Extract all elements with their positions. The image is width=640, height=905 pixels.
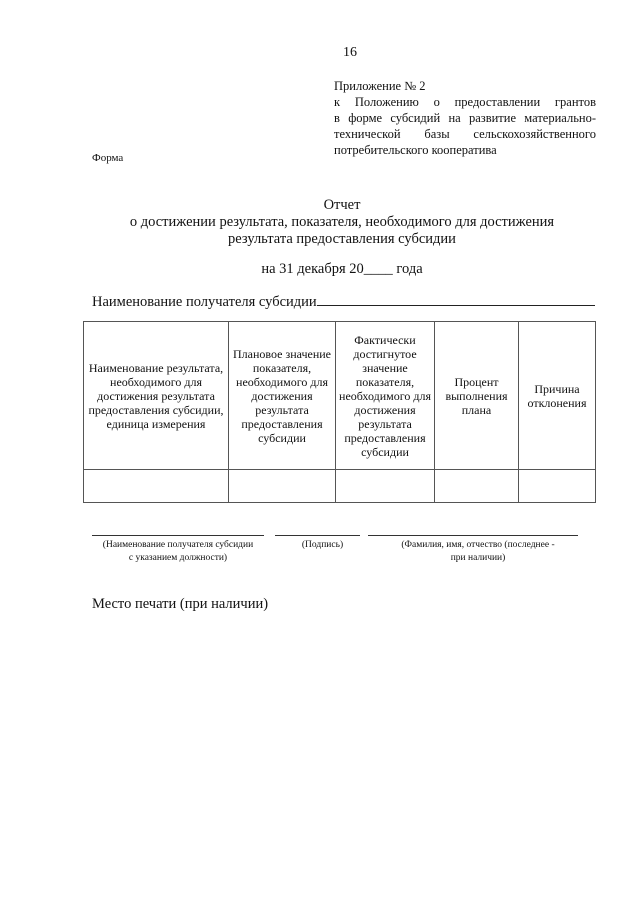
header-result-name: Наименование результата, необходимого для достижения результата предоставления субсидии, единица измерения: [84, 322, 229, 470]
seal-label: Место печати (при наличии): [92, 596, 269, 612]
signature-line[interactable]: [275, 535, 360, 536]
appendix-line-3: технической базы сельскохозяйственного: [334, 127, 596, 141]
recipient-caption-line-1: (Наименование получателя субсидии: [102, 540, 254, 550]
appendix-line-1: к Положению о предоставлении грантов: [334, 95, 596, 109]
page-number: 16: [343, 45, 357, 60]
appendix-block: [334, 78, 596, 158]
recipient-signature-line[interactable]: [92, 535, 264, 536]
table-cell[interactable]: [84, 470, 229, 503]
report-title-line-1: Отчет: [323, 197, 361, 213]
recipient-caption-line-2: с указанием должности): [128, 553, 228, 563]
table-header-row: [84, 322, 596, 470]
table-cell[interactable]: [336, 470, 435, 503]
report-title: [92, 197, 592, 248]
header-deviation-reason: Причина отклонения: [519, 322, 596, 470]
full-name-line[interactable]: [368, 535, 578, 536]
table-cell[interactable]: [435, 470, 519, 503]
header-actual-value: Фактически достигнутое значение показателя, необходимого для достижения результата предоставления субсидии: [336, 322, 435, 470]
signature-caption: (Подпись): [301, 540, 344, 550]
recipient-fill-line[interactable]: [317, 292, 595, 306]
header-plan-percent: Процент выполнения плана: [435, 322, 519, 470]
full-name-caption: [378, 539, 578, 565]
form-label: Форма: [92, 152, 124, 164]
appendix-line-4: потребительского кооператива: [334, 143, 497, 157]
table-cell[interactable]: [229, 470, 336, 503]
recipient-label: Наименование получателя субсидии: [92, 294, 317, 310]
table-cell[interactable]: [519, 470, 596, 503]
report-date: на 31 декабря 20____ года: [261, 261, 423, 277]
table-row: [84, 470, 596, 503]
recipient-row: [92, 292, 595, 311]
report-title-line-2: о достижении результата, показателя, необходимого для достижения: [129, 214, 555, 230]
recipient-caption: [80, 539, 276, 565]
appendix-line-2: в форме субсидий на развитие материально-: [334, 111, 596, 125]
results-table: [83, 321, 596, 503]
header-planned-value: Плановое значение показателя, необходимого для достижения результата предоставления субсидии: [229, 322, 336, 470]
full-name-caption-line-2: при наличии): [450, 553, 506, 563]
appendix-title: Приложение № 2: [334, 79, 426, 93]
report-title-line-3: результата предоставления субсидии: [228, 231, 456, 247]
full-name-caption-line-1: (Фамилия, имя, отчество (последнее -: [401, 540, 555, 550]
